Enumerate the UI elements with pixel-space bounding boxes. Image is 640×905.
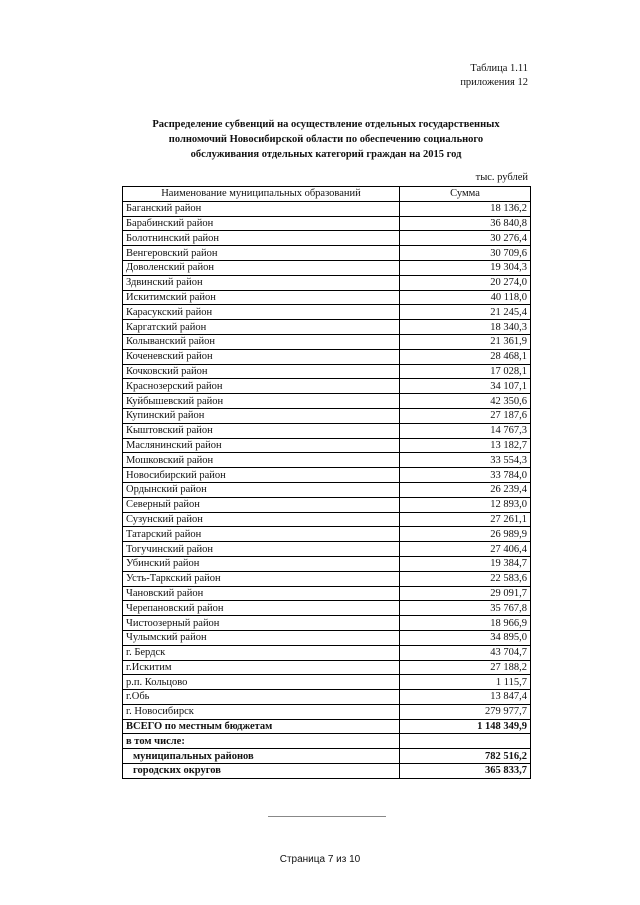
- amount-value: 42 350,6: [400, 394, 531, 409]
- amount-value: 365 833,7: [400, 764, 531, 779]
- table-row: [123, 334, 531, 349]
- amount-value: 34 895,0: [400, 630, 531, 645]
- amount-value: 12 893,0: [400, 497, 531, 512]
- table-row: [123, 231, 531, 246]
- municipality-name: Ордынский район: [123, 482, 400, 497]
- municipality-name: Черепановский район: [123, 601, 400, 616]
- municipality-name: г. Бердск: [123, 645, 400, 660]
- municipality-name: Чистоозерный район: [123, 616, 400, 631]
- amount-value: 35 767,8: [400, 601, 531, 616]
- column-header-sum: Сумма: [400, 187, 531, 202]
- amount-value: 33 784,0: [400, 468, 531, 483]
- including-row: [123, 734, 531, 749]
- amount-value: 27 187,6: [400, 408, 531, 423]
- amount-value: 27 261,1: [400, 512, 531, 527]
- subventions-table: [122, 186, 531, 779]
- amount-value: 279 977,7: [400, 704, 531, 719]
- table-body: [123, 201, 531, 778]
- amount-value: 22 583,6: [400, 571, 531, 586]
- amount-value: 36 840,8: [400, 216, 531, 231]
- table-row: [123, 542, 531, 557]
- amount-value: 21 245,4: [400, 305, 531, 320]
- table-row: [123, 201, 531, 216]
- table-row: [123, 438, 531, 453]
- table-row: [123, 364, 531, 379]
- municipality-name: Чановский район: [123, 586, 400, 601]
- municipality-name: Убинский район: [123, 556, 400, 571]
- table-row: [123, 527, 531, 542]
- table-row: [123, 675, 531, 690]
- units-label: тыс. рублей: [475, 172, 528, 183]
- document-title: [120, 117, 532, 162]
- amount-value: 21 361,9: [400, 334, 531, 349]
- total-row: [123, 719, 531, 734]
- table-row: [123, 556, 531, 571]
- title-line-3: обслуживания отдельных категорий граждан на 2015 год: [190, 149, 462, 160]
- municipality-name: Маслянинский район: [123, 438, 400, 453]
- table-row: [123, 216, 531, 231]
- amount-value: 29 091,7: [400, 586, 531, 601]
- appendix-number: приложения 12: [460, 77, 528, 88]
- table-row: [123, 305, 531, 320]
- table-row: [123, 586, 531, 601]
- amount-value: 20 274,0: [400, 275, 531, 290]
- table-row: [123, 260, 531, 275]
- amount-value: 30 276,4: [400, 231, 531, 246]
- table-row: [123, 453, 531, 468]
- amount-value: 13 182,7: [400, 438, 531, 453]
- page-number: Страница 7 из 10: [279, 854, 361, 865]
- municipality-name: г. Новосибирск: [123, 704, 400, 719]
- municipality-name: Доволенский район: [123, 260, 400, 275]
- amount-value: 1 115,7: [400, 675, 531, 690]
- municipality-name: Болотнинский район: [123, 231, 400, 246]
- table-row: [123, 275, 531, 290]
- table-row: [123, 571, 531, 586]
- table-row: [123, 246, 531, 261]
- municipality-name: Тогучинский район: [123, 542, 400, 557]
- table-row: [123, 423, 531, 438]
- amount-value: 782 516,2: [400, 749, 531, 764]
- table-row: [123, 512, 531, 527]
- table-row: [123, 468, 531, 483]
- amount-value: 26 989,9: [400, 527, 531, 542]
- table-row: [123, 497, 531, 512]
- table-row: [123, 379, 531, 394]
- table-row: [123, 394, 531, 409]
- municipality-name: Здвинский район: [123, 275, 400, 290]
- municipality-name: Татарский район: [123, 527, 400, 542]
- amount-value: 19 304,3: [400, 260, 531, 275]
- municipality-name: городских округов: [123, 764, 400, 779]
- table-row: [123, 645, 531, 660]
- footer-divider: [268, 816, 386, 817]
- table-row: [123, 349, 531, 364]
- amount-value: 19 384,7: [400, 556, 531, 571]
- amount-value: 27 188,2: [400, 660, 531, 675]
- table-row: [123, 290, 531, 305]
- municipality-name: Чулымский район: [123, 630, 400, 645]
- municipality-name: Карасукский район: [123, 305, 400, 320]
- table-header-row: [123, 187, 531, 202]
- table-reference: [460, 62, 528, 90]
- municipality-name: ВСЕГО по местным бюджетам: [123, 719, 400, 734]
- amount-value: [400, 734, 531, 749]
- subtotal-row: [123, 764, 531, 779]
- table-row: [123, 320, 531, 335]
- amount-value: 40 118,0: [400, 290, 531, 305]
- municipality-name: Сузунский район: [123, 512, 400, 527]
- municipality-name: Северный район: [123, 497, 400, 512]
- title-line-1: Распределение субвенций на осуществление отдельных государственных: [152, 119, 500, 130]
- table-number: Таблица 1.11: [470, 63, 528, 74]
- municipality-name: Новосибирский район: [123, 468, 400, 483]
- amount-value: 27 406,4: [400, 542, 531, 557]
- amount-value: 30 709,6: [400, 246, 531, 261]
- municipality-name: р.п. Кольцово: [123, 675, 400, 690]
- amount-value: 28 468,1: [400, 349, 531, 364]
- municipality-name: г.Искитим: [123, 660, 400, 675]
- municipality-name: Мошковский район: [123, 453, 400, 468]
- amount-value: 17 028,1: [400, 364, 531, 379]
- column-header-name: Наименование муниципальных образований: [123, 187, 400, 202]
- municipality-name: Краснозерский район: [123, 379, 400, 394]
- amount-value: 13 847,4: [400, 690, 531, 705]
- amount-value: 18 136,2: [400, 201, 531, 216]
- municipality-name: Кочковский район: [123, 364, 400, 379]
- amount-value: 26 239,4: [400, 482, 531, 497]
- municipality-name: Каргатский район: [123, 320, 400, 335]
- amount-value: 18 966,9: [400, 616, 531, 631]
- table-row: [123, 601, 531, 616]
- table-row: [123, 482, 531, 497]
- municipality-name: Колыванский район: [123, 334, 400, 349]
- municipality-name: Барабинский район: [123, 216, 400, 231]
- subtotal-row: [123, 749, 531, 764]
- municipality-name: Искитимский район: [123, 290, 400, 305]
- municipality-name: Усть-Таркский район: [123, 571, 400, 586]
- municipality-name: г.Обь: [123, 690, 400, 705]
- amount-value: 1 148 349,9: [400, 719, 531, 734]
- table-row: [123, 408, 531, 423]
- amount-value: 33 554,3: [400, 453, 531, 468]
- amount-value: 14 767,3: [400, 423, 531, 438]
- municipality-name: Купинский район: [123, 408, 400, 423]
- municipality-name: Кыштовский район: [123, 423, 400, 438]
- municipality-name: в том числе:: [123, 734, 400, 749]
- municipality-name: Куйбышевский район: [123, 394, 400, 409]
- amount-value: 34 107,1: [400, 379, 531, 394]
- municipality-name: Венгеровский район: [123, 246, 400, 261]
- table-row: [123, 630, 531, 645]
- table-row: [123, 690, 531, 705]
- municipality-name: муниципальных районов: [123, 749, 400, 764]
- table-row: [123, 660, 531, 675]
- table-row: [123, 616, 531, 631]
- municipality-name: Баганский район: [123, 201, 400, 216]
- table-row: [123, 704, 531, 719]
- amount-value: 43 704,7: [400, 645, 531, 660]
- title-line-2: полномочий Новосибирской области по обеспечению социального: [168, 134, 484, 145]
- municipality-name: Коченевский район: [123, 349, 400, 364]
- amount-value: 18 340,3: [400, 320, 531, 335]
